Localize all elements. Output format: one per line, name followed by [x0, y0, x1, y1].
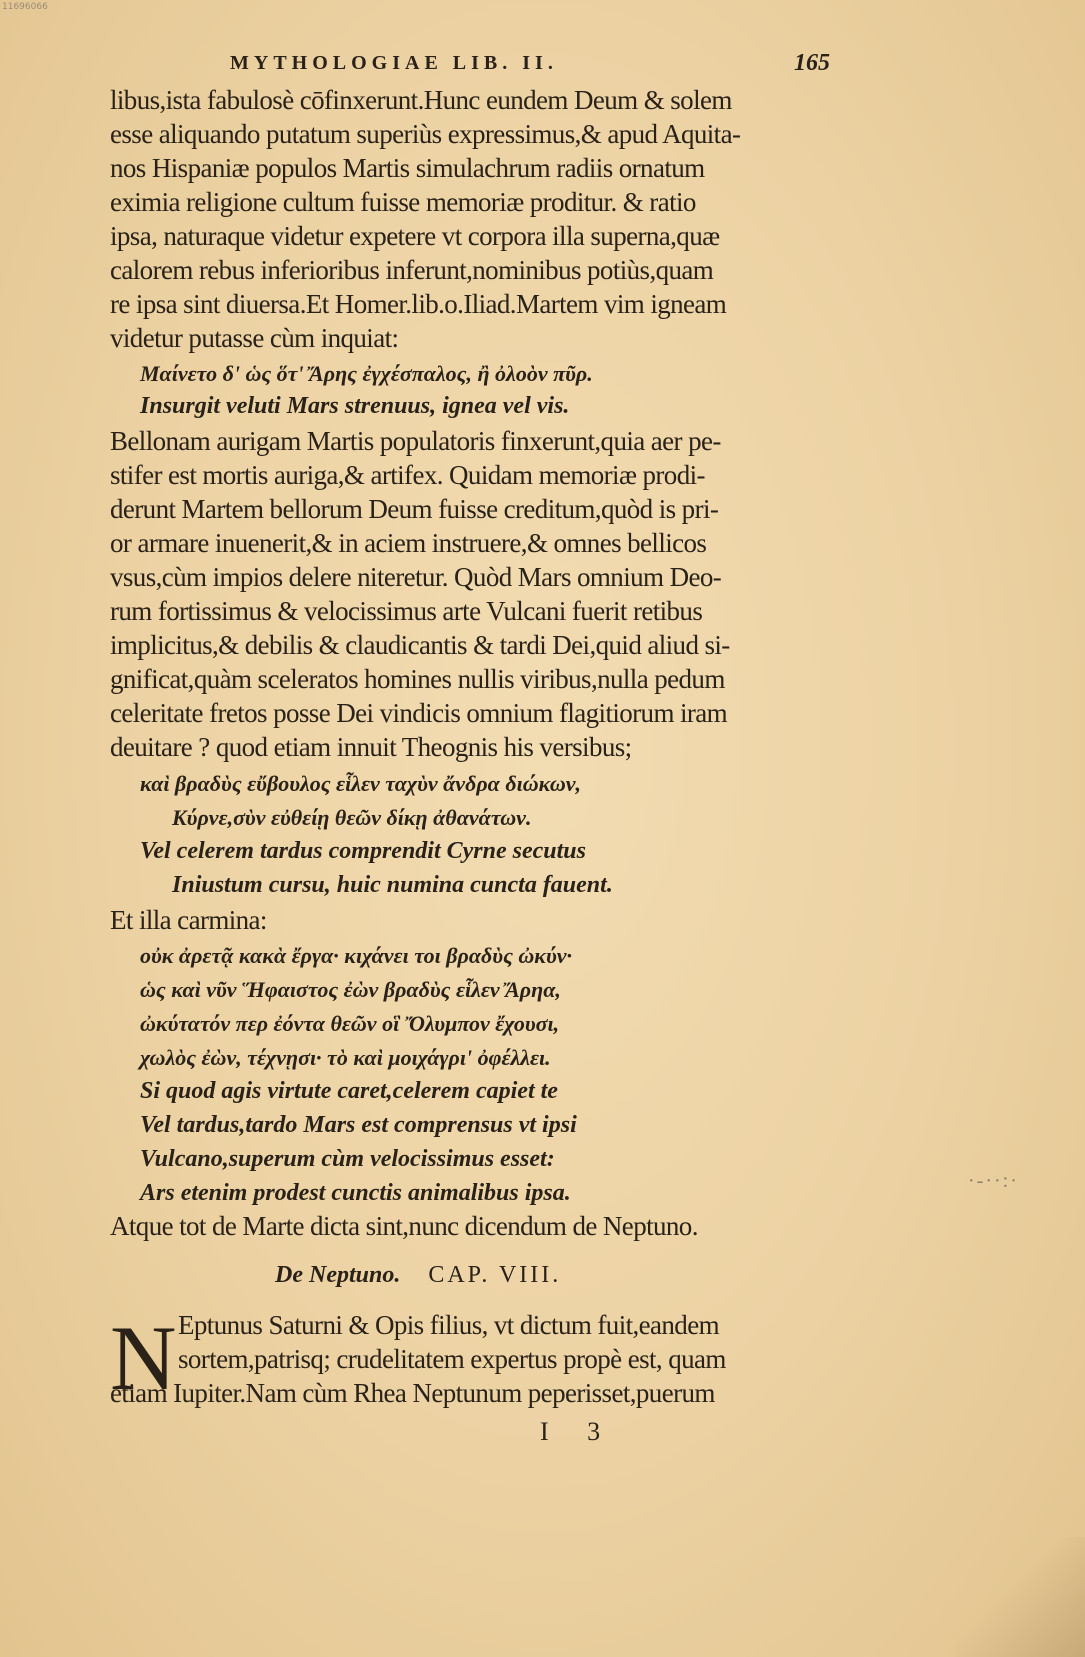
greek-verse-line: Κύρνε,σὺν εὐθείῃ θεῶν δίκῃ ἀθανάτων.	[172, 805, 532, 830]
running-title: MYTHOLOGIAE LIB. II.	[230, 52, 558, 74]
latin-verse-line: Ars etenim prodest cunctis animalibus ipsa.	[140, 1180, 571, 1206]
body-line: rum fortissimus & velocissimus arte Vulcani fuerit retibus	[110, 596, 703, 626]
body-line: celeritate fretos posse Dei vindicis omnium flagitiorum iram	[110, 698, 728, 728]
chapter-line: etiam Iupiter.Nam cùm Rhea Neptunum peperisset,puerum	[110, 1378, 715, 1408]
body-line: stifer est mortis auriga,& artifex. Quidam memoriæ prodi-	[110, 460, 705, 490]
body-line: gnificat,quàm sceleratos homines nullis viribus,nulla pedum	[110, 664, 725, 694]
body-line: or armare inuenerit,& in aciem instruere,& omnes bellicos	[110, 528, 707, 558]
latin-verse-line: Iniustum cursu, huic numina cuncta fauent.	[172, 872, 613, 898]
body-line: calorem rebus inferioribus inferunt,nominibus potiùs,quam	[110, 255, 714, 285]
page-corner-shadow	[955, 1537, 1085, 1657]
margin-specks: ·-··:·	[968, 1170, 1019, 1192]
greek-verse-line: καὶ βραδὺς εὔβουλος εἷλεν ταχὺν ἄνδρα διώκων,	[140, 771, 582, 796]
page-number: 165	[794, 50, 830, 76]
greek-verse-line: χωλὸς ἐὼν, τέχνῃσι· τὸ καὶ μοιχάγρι' ὀφέλλει.	[140, 1045, 551, 1070]
chapter-number: CAP. VIII.	[428, 1262, 562, 1288]
body-line: Atque tot de Marte dicta sint,nunc dicendum de Neptuno.	[110, 1211, 698, 1241]
body-line: Bellonam aurigam Martis populatoris finxerunt,quia aer pe-	[110, 426, 721, 456]
body-line: implicitus,& debilis & claudicantis & tardi Dei,quid aliud si-	[110, 630, 730, 660]
chapter-heading	[275, 1262, 561, 1289]
body-line: re ipsa sint diuersa.Et Homer.lib.o.Iliad.Martem vim igneam	[110, 289, 727, 319]
body-line: esse aliquando putatum superiùs expressimus,& apud Aquita-	[110, 119, 741, 149]
body-line: derunt Martem bellorum Deum fuisse creditum,quòd is pri-	[110, 494, 719, 524]
greek-verse-line: Μαίνετο δ' ὡς ὅτ' Ἄρης ἐγχέσπαλος, ἢ ὀλοὸν πῦρ.	[140, 361, 593, 386]
greek-verse-line: ὡς καὶ νῦν Ἥφαιστος ἐὼν βραδὺς εἷλεν Ἄρηα,	[140, 977, 561, 1002]
chapter-title: De Neptuno.	[275, 1262, 401, 1288]
latin-verse-line: Vel celerem tardus comprendit Cyrne secutus	[140, 838, 586, 864]
page-header	[130, 50, 830, 78]
body-line: ipsa, naturaque videtur expetere vt corpora illa superna,quæ	[110, 221, 720, 251]
latin-verse-line: Si quod agis virtute caret,celerem capiet te	[140, 1078, 558, 1104]
latin-verse-line: Insurgit veluti Mars strenuus, ignea vel vis.	[140, 393, 570, 419]
body-line: videtur putasse cùm inquiat:	[110, 323, 399, 353]
greek-verse-line: οὐκ ἀρετᾷ κακὰ ἔργα· κιχάνει τοι βραδὺς ὠκύν·	[140, 943, 572, 968]
body-line: eximia religione cultum fuisse memoriæ proditur. & ratio	[110, 187, 696, 217]
signature-mark: I 3	[540, 1417, 617, 1446]
body-line: libus,ista fabulosè cōfinxerunt.Hunc eundem Deum & solem	[110, 85, 732, 115]
body-line: nos Hispaniæ populos Martis simulachrum radiis ornatum	[110, 153, 705, 183]
latin-verse-line: Vel tardus,tardo Mars est comprensus vt ipsi	[140, 1112, 577, 1138]
latin-verse-line: Vulcano,superum cùm velocissimus esset:	[140, 1146, 555, 1172]
chapter-line: sortem,patrisq; crudelitatem expertus propè est, quam	[178, 1344, 726, 1374]
body-line: Et illa carmina:	[110, 905, 267, 935]
drop-capital: N	[110, 1307, 177, 1409]
greek-verse-line: ὠκύτατόν περ ἐόντα θεῶν οἳ Ὄλυμπον ἔχουσι,	[140, 1011, 560, 1036]
body-line: deuitare ? quod etiam innuit Theognis his versibus;	[110, 732, 632, 762]
body-line: vsus,cùm impios delere niteretur. Quòd Mars omnium Deo-	[110, 562, 722, 592]
chapter-line: Eptunus Saturni & Opis filius, vt dictum fuit,eandem	[178, 1310, 719, 1340]
scan-identifier: 11696066	[2, 2, 48, 12]
